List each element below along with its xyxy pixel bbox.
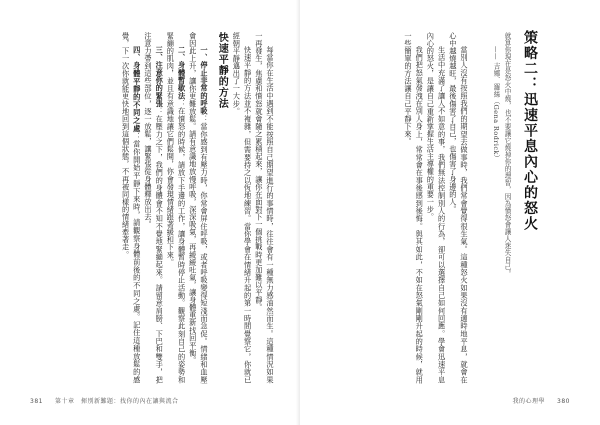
right-running-head: 我的心理學	[512, 398, 546, 405]
method-step	[120, 32, 142, 384]
epigraph-quote: 就算你現在是怒火中燒，也不要讓它燒掉你的理智，因為憤怒會讓人迷失自己。	[503, 32, 511, 277]
section-heading: 快速平靜的方法	[216, 32, 228, 109]
epigraph	[482, 32, 512, 362]
method-step	[165, 32, 187, 384]
step-text: ：在憤怒的時候，請放下手邊的工作，讓身體暫時停止活動。觀察此刻自己的姿勢和緊繃的肌肉，並且有意識地讓它們鬆開，你會發現情緒跟著緩和下來。	[166, 32, 187, 384]
left-running-head: 第十章 揮別新難題：找你的內在讓與流合	[54, 398, 179, 405]
paragraph: 我們把怒氣發洩在別人身上，常常會在事後感到後悔。與其如此，不如在怒氣剛剛升起的時候，就用一些簡單的方法讓自己平靜下來。	[403, 32, 425, 384]
chapter-title: 策略二：迅速平息內心的怒火	[522, 30, 538, 232]
right-footer	[513, 396, 570, 405]
paragraph: 每當你在生活中遇到不能按照自己期望進行的事情時，往往會有一種無力感油然而生。這種情況如果一再發生，焦慮和憤怒就會隨之累積起來，讓你在面對下一個挑戰時更加難以平靜。	[254, 32, 275, 384]
step-text: ：在壓力之下，我們的身體會不知不覺地緊繃起來。請留意肩膀、下巴和雙手，把注意力帶到這些部位，逐一放鬆，讓緊張從身體釋放出去。	[143, 32, 165, 384]
right-page-body	[330, 32, 470, 384]
right-page	[300, 0, 600, 425]
step-text: ：當你感到有壓力時，你常會屏住呼吸，或者呼吸變得短淺而急促。情緒和血壓會因此上升，讓你更難放鬆。請有意識地放慢呼吸，深深吸氣，再緩緩吐氣，讓身體重新找回平衡。	[188, 32, 209, 384]
method-step	[143, 32, 165, 384]
step-title: 二、身體暫歇法	[177, 46, 187, 101]
step-title: 四、身體平靜的不同之處	[132, 46, 142, 133]
paragraph: 生活中充滿了讓人不如意的事，我們無法控制別人的行為，卻可以選擇自己如何回應。學會迅速平息內心的怒火，是讓自己重新掌握生活主導權的重要一步。	[426, 32, 447, 384]
step-text: ：當你開始平靜下來時，請觀察身體前後的不同之處。記住這種放鬆的感覺，下一次你就能更快地回到這個狀態，不再被同樣的情緒牽著走。	[121, 32, 142, 384]
paragraph: 快速平靜的方法並不複雜，但需要持之以恆地練習。當你學會在情緒升起的第一時間覺察它，你就已經朝平靜邁出了一大步。	[232, 32, 253, 384]
left-page-body	[38, 32, 276, 384]
step-title: 一、停止非常的呼吸	[199, 46, 209, 116]
left-footer	[30, 396, 178, 405]
method-step	[188, 32, 210, 384]
paragraph: 當別人沒有按照我們的期望去做事時，我們常會覺得很生氣。這種怒火如果沒有適時地平息，就會在心中越燒越旺，最後傷害了自己，也傷害了身邊的人。	[448, 32, 469, 384]
epigraph-attribution: —— 吉娜．羅絲（Gena Rodrick）	[492, 46, 500, 162]
left-page-number: 381	[30, 398, 43, 405]
right-page-number: 380	[557, 398, 570, 405]
step-title: 三、注意你的緊張	[155, 46, 165, 108]
